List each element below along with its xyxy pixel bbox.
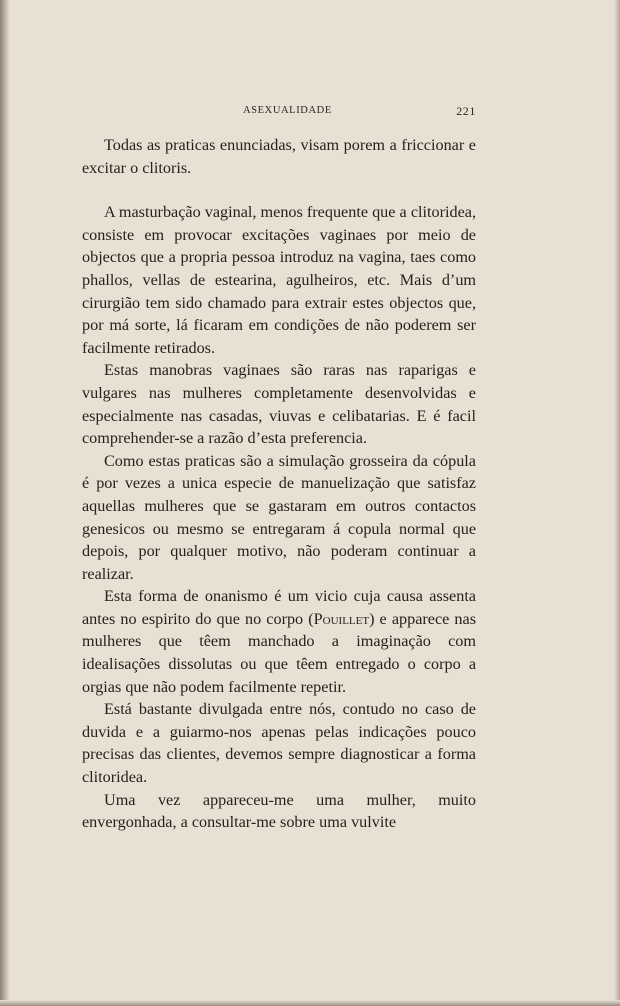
page-edge-right bbox=[614, 0, 620, 1006]
paragraph-5-text-end: ) e apparece nas mulheres que têem manchado a imaginação com idealisações dissolutas ou que têem entregado o corpo a orgias que não podem facilmente repetir. bbox=[82, 609, 477, 696]
running-title: ASEXUALIDADE bbox=[243, 105, 332, 116]
page-edge-bottom bbox=[0, 1000, 620, 1006]
paragraph-4: Como estas praticas são a simulação grosseira da cópula é por vezes a unica especie de manuelização que satisfaz aquellas mulheres que se gastaram em outros contactos genesicos ou mesmo se entregaram á copula normal que depois, por qualquer motivo, não poderam continuar a realizar. bbox=[82, 451, 476, 583]
paragraph-1: Todas as praticas enunciadas, visam porem a friccionar e excitar o clitoris. bbox=[82, 136, 476, 177]
paragraph-7: Uma vez appareceu-me uma mulher, muito envergonhada, a consultar-me sobre uma vulvite bbox=[82, 790, 476, 832]
running-header bbox=[243, 101, 476, 119]
paragraph-2: A masturbação vaginal, menos frequente que a clitoridea, consiste em provocar excitações vaginaes por meio de objectos que a propria pessoa introduz na vagina, taes como phallos, vellas de estearina, agulheiros, etc. Mais d’um cirurgião tem sido chamado para extrair estes objectos que, por má sorte, lá ficaram em condições de não poderem ser facilmente retirados. bbox=[82, 203, 476, 357]
paragraph-6: Está bastante divulgada entre nós, contudo no caso de duvida e a guiarmo-nos apenas pelas indicações pouco precisas das clientes, devemos sempre diagnosticar a forma clitoridea. bbox=[82, 700, 476, 787]
paragraph-5 bbox=[82, 585, 476, 698]
body-text bbox=[82, 134, 476, 834]
paragraph-3: Estas manobras vaginaes são raras nas raparigas e vulgares nas mulheres completamente desenvolvidas e especialmente nas casadas, viuvas e celibatarias. E é facil comprehender-se a razão d’esta preferencia. bbox=[82, 361, 476, 448]
author-reference: Pouillet bbox=[313, 609, 370, 628]
page-binding-shadow bbox=[0, 0, 10, 1006]
page-number: 221 bbox=[456, 104, 476, 118]
paragraph-5-text-start: Esta forma de onanismo é um vicio cuja causa assenta antes no espirito do que no corpo ( bbox=[82, 587, 476, 628]
